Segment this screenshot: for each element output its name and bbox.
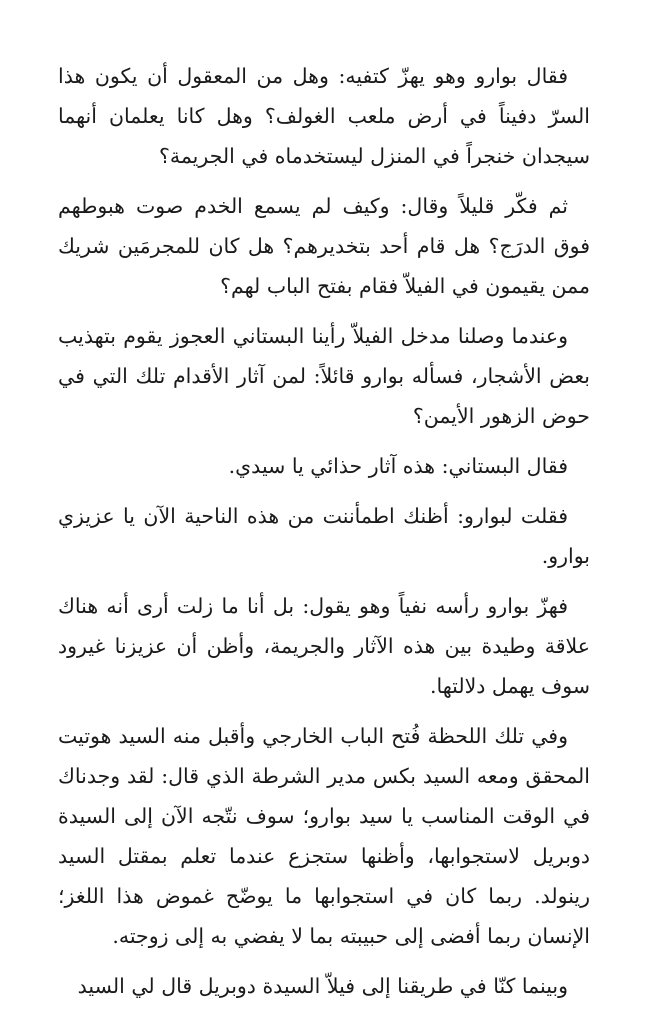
paragraph: فهزّ بوارو رأسه نفياً وهو يقول: بل أنا ما زلت أرى أنه هناك علاقة وطيدة بين هذه الآثار والجريمة، وأظن أن عزيزنا غيرود سوف يهمل دلالتها. — [58, 594, 590, 698]
book-page — [58, 56, 590, 1016]
paragraph: فقال البستاني: هذه آثار حذائي يا سيدي. — [228, 454, 568, 478]
paragraph: فقال بوارو وهو يهزّ كتفيه: وهل من المعقول أن يكون هذا السرّ دفيناً في أرض ملعب الغولف؟ وهل كانا يعلمان أنهما سيجدان خنجراً في المنزل ليستخدماه في الجريمة؟ — [58, 64, 590, 168]
paragraph: وفي تلك اللحظة فُتح الباب الخارجي وأقبل منه السيد هوتيت المحقق ومعه السيد بكس مدير الشرطة الذي قال: لقد وجدناك في الوقت المناسب يا سيد بوارو؛ سوف نتّجه الآن إلى السيدة دوبريل لاستجوابها، وأظنها ستجزع عندما تعلم بمقتل السيد رينولد. ربما كان في استجوابها ما يوضّح غموض هذا اللغز؛ الإنسان ربما أفضى إلى حبيبته بما لا يفضي به إلى زوجته. — [58, 724, 590, 948]
paragraph: وعندما وصلنا مدخل الفيلاّ رأينا البستاني العجوز يقوم بتهذيب بعض الأشجار، فسأله بوارو قائلاً: لمن آثار الأقدام تلك التي في حوض الزهور الأيمن؟ — [58, 324, 590, 428]
paragraph: فقلت لبوارو: أظنك اطمأننت من هذه الناحية الآن يا عزيزي بوارو. — [58, 504, 590, 568]
paragraph: وبينما كنّا في طريقنا إلى فيلاّ السيدة دوبريل قال لي السيد — [77, 974, 568, 998]
paragraph: ثم فكّر قليلاً وقال: وكيف لم يسمع الخدم صوت هبوطهم فوق الدرَج؟ هل قام أحد بتخديرهم؟ هل كان للمجرمَين شريك ممن يقيمون في الفيلاّ فقام بفتح الباب لهم؟ — [58, 194, 590, 298]
